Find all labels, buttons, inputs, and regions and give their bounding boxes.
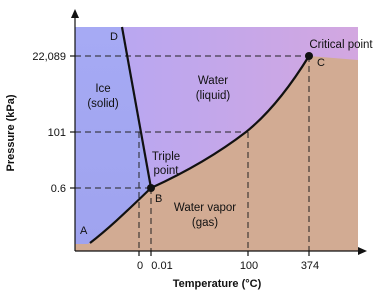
point-d-label: D — [110, 31, 118, 43]
water-vapor-label: Water vapor — [173, 202, 237, 214]
triple-point-dot — [147, 184, 155, 192]
x-tick-374: 374 — [300, 260, 320, 272]
point-a-label: A — [80, 225, 88, 237]
y-axis-title: Pressure (kPa) — [5, 94, 17, 172]
triple-point-label-2: point — [153, 165, 179, 177]
point-b-label: B — [155, 193, 163, 205]
water-vapor-state-label: (gas) — [191, 217, 219, 229]
ice-state-label: (solid) — [87, 98, 119, 110]
ice-label: Ice — [95, 83, 111, 95]
water-state-label: (liquid) — [195, 90, 231, 102]
water-label: Water — [197, 75, 229, 87]
x-axis-title: Temperature (°C) — [172, 278, 262, 290]
y-tick-101: 101 — [47, 127, 66, 139]
y-tick-0-6: 0.6 — [50, 183, 66, 195]
critical-point-dot — [305, 52, 313, 60]
x-tick-100: 100 — [239, 260, 259, 272]
point-c-label: C — [317, 57, 325, 69]
x-tick-0: 0 — [136, 260, 144, 272]
x-tick-0-01: 0.01 — [151, 260, 173, 272]
triple-point-label: Triple — [151, 151, 181, 163]
critical-point-label: Critical point — [309, 39, 373, 51]
y-tick-22089: 22,089 — [32, 51, 66, 63]
